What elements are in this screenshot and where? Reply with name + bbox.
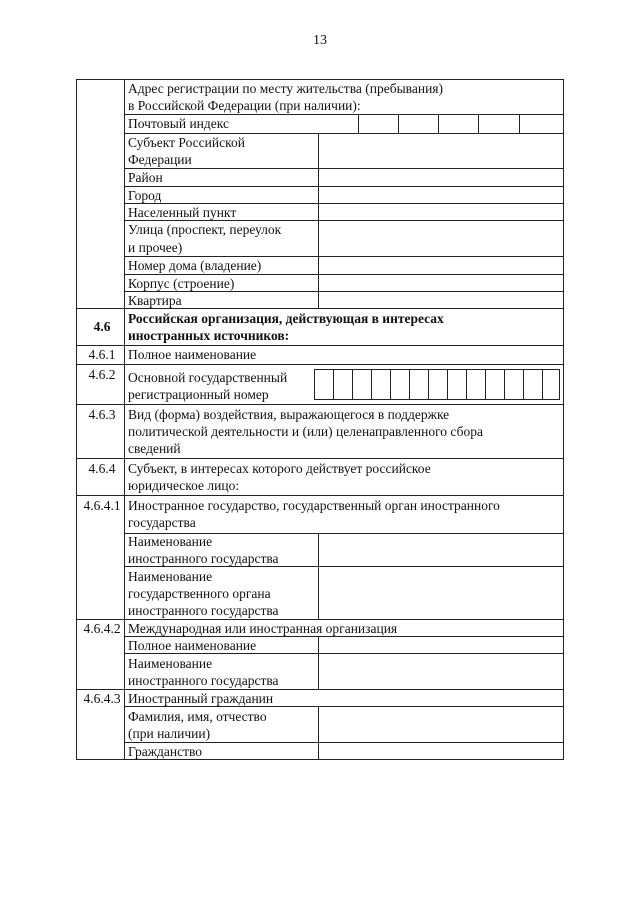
- intl-org-state-name-label: Наименование: [128, 656, 213, 671]
- intl-org-state-name-field[interactable]: [319, 654, 563, 688]
- state-organ-name-label: Наименование: [128, 569, 213, 584]
- ogrn-cell-divider: [485, 369, 486, 400]
- city-label: Город: [128, 188, 162, 203]
- citizenship-label: Гражданство: [128, 744, 203, 759]
- state-organ-name-label-cont: иностранного государства: [128, 603, 279, 618]
- section-number: 4.6: [93, 319, 111, 334]
- ogrn-cell-divider: [409, 369, 410, 400]
- ogrn-cell-divider: [371, 369, 372, 400]
- state-organ-name-field[interactable]: [319, 567, 563, 618]
- apartment-label: Квартира: [128, 293, 182, 308]
- fio-label: Фамилия, имя, отчество: [128, 709, 267, 724]
- settlement-label: Населенный пункт: [128, 205, 237, 220]
- section-title: Российская организация, действующая в интересах: [128, 311, 444, 326]
- influence-type-label: Вид (форма) воздействия, выражающегося в поддержке: [128, 407, 450, 422]
- section-line: [76, 495, 564, 496]
- fio-label-cont: (при наличии): [128, 726, 211, 741]
- district-value-field[interactable]: [319, 169, 563, 185]
- subject-label: Субъект Российской: [128, 135, 245, 150]
- citizenship-field[interactable]: [319, 743, 563, 759]
- postal-index-field[interactable]: [319, 115, 563, 132]
- street-value-field[interactable]: [319, 221, 563, 255]
- city-value-field[interactable]: [319, 187, 563, 202]
- section-line: [76, 458, 564, 459]
- section-number: 4.6.1: [88, 347, 116, 362]
- section-title-cont: иностранных источников:: [128, 328, 290, 343]
- section-number: 4.6.4.1: [83, 498, 121, 513]
- intl-org-state-name-label-cont: иностранного государства: [128, 673, 279, 688]
- subject-label-cont: Федерации: [128, 152, 192, 167]
- foreign-state-name-field[interactable]: [319, 534, 563, 565]
- page-number: 13: [313, 33, 327, 48]
- district-label: Район: [128, 170, 163, 185]
- registration-address-heading-cont: в Российской Федерации (при наличии):: [128, 98, 361, 113]
- section-number: 4.6.4.2: [83, 621, 121, 636]
- intl-org-full-name-field[interactable]: [319, 637, 563, 652]
- house-value-field[interactable]: [319, 257, 563, 273]
- building-label: Корпус (строение): [128, 276, 235, 291]
- ogrn-cell-divider: [447, 369, 448, 400]
- foreign-citizen-label: Иностранный гражданин: [128, 691, 274, 706]
- street-label-cont: и прочее): [128, 240, 183, 255]
- full-name-label: Полное наименование: [128, 347, 257, 362]
- section-line: [76, 404, 564, 405]
- foreign-state-label-cont: государства: [128, 515, 196, 530]
- section-number: 4.6.3: [88, 407, 116, 422]
- postal-index-label: Почтовый индекс: [128, 116, 229, 131]
- ogrn-label-cont: регистрационный номер: [128, 387, 269, 402]
- state-organ-name-label-cont: государственного органа: [128, 586, 271, 601]
- building-value-field[interactable]: [319, 275, 563, 290]
- intl-org-full-name-label: Полное наименование: [128, 638, 257, 653]
- principal-subject-label-cont: юридическое лицо:: [128, 478, 240, 493]
- section-number: 4.6.4.3: [83, 691, 121, 706]
- foreign-state-name-label: Наименование: [128, 534, 213, 549]
- ogrn-cell-divider: [542, 369, 543, 400]
- apartment-value-field[interactable]: [319, 292, 563, 307]
- ogrn-cell-divider: [504, 369, 505, 400]
- fio-field[interactable]: [319, 707, 563, 741]
- ogrn-cell-divider: [390, 369, 391, 400]
- principal-subject-label: Субъект, в интересах которого действует российское: [128, 461, 431, 476]
- ogrn-cell-divider: [428, 369, 429, 400]
- subject-value-field[interactable]: [319, 134, 563, 167]
- ogrn-cell-divider: [523, 369, 524, 400]
- ogrn-cell-divider: [466, 369, 467, 400]
- foreign-state-label: Иностранное государство, государственный орган иностранного: [128, 498, 500, 513]
- house-label: Номер дома (владение): [128, 258, 262, 273]
- street-label: Улица (проспект, переулок: [128, 222, 282, 237]
- section-number: 4.6.4: [88, 461, 116, 476]
- foreign-state-name-label-cont: иностранного государства: [128, 551, 279, 566]
- section-line: [76, 364, 564, 365]
- ogrn-label: Основной государственный: [128, 370, 288, 385]
- section-number: 4.6.2: [88, 367, 116, 382]
- ogrn-cell-divider: [352, 369, 353, 400]
- influence-type-label-cont: политической деятельности и (или) целенаправленного сбора: [128, 424, 483, 439]
- settlement-value-field[interactable]: [319, 204, 563, 219]
- influence-type-label-cont: сведений: [128, 441, 181, 456]
- ogrn-cell-divider: [333, 369, 334, 400]
- registration-address-heading: Адрес регистрации по месту жительства (пребывания): [128, 81, 444, 96]
- intl-org-label: Международная или иностранная организация: [128, 621, 398, 636]
